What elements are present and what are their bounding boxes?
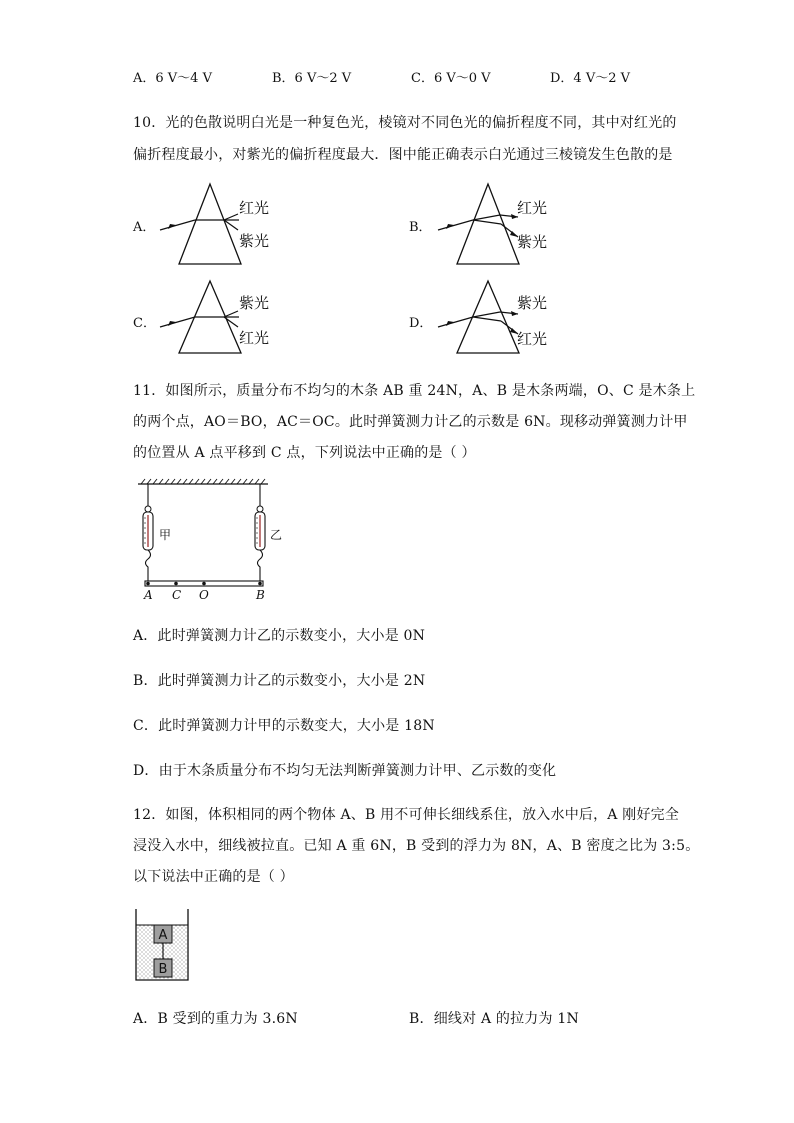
q9-option-d: D．4 V～2 V [550,71,631,86]
q11-jia-label: 甲 [159,528,172,542]
q10-c-bottom-label: 红光 [239,329,270,347]
q11-option-b: B．此时弹簧测力计乙的示数变小，大小是 2N [133,673,426,689]
q11-stem-line1: 11．如图所示，质量分布不均匀的木条 AB 重 24N，A、B 是木条两端，O、C 是木条上 [133,383,696,399]
q12-option-a: A．B 受到的重力为 3.6N [133,1011,298,1027]
q10-b-bottom-label: 紫光 [517,233,548,251]
q11-option-c: C．此时弹簧测力计甲的示数变大，大小是 18N [133,718,435,734]
q11-point-c: C [172,588,182,602]
q11-stem-line3: 的位置从 A 点平移到 C 点，下列说法中正确的是（ ） [133,445,476,461]
q10-prism-diagram-b [428,180,568,270]
q11-option-a: A．此时弹簧测力计乙的示数变小，大小是 0N [133,628,426,644]
q12-option-b: B．细线对 A 的拉力为 1N [409,1011,579,1027]
q12-block-b-label: B [158,962,168,977]
q10-option-d-label: D． [409,316,433,331]
q10-c-top-label: 紫光 [239,294,270,312]
q9-option-b: B．6 V～2 V [272,71,352,86]
q10-b-top-label: 红光 [517,199,548,217]
q12-stem-line3: 以下说法中正确的是（ ） [133,869,294,885]
q11-point-a: A [144,588,153,602]
q11-option-d: D．由于木条质量分布不均匀无法判断弹簧测力计甲、乙示数的变化 [133,763,557,779]
q12-stem-line2: 浸没入水中，细线被拉直。已知 A 重 6N，B 受到的浮力为 8N，A、B 密度之比为 3:5。 [133,838,700,854]
q11-point-b: B [256,588,265,602]
q10-option-c-label: C． [133,316,156,331]
q10-a-top-label: 红光 [239,199,270,217]
q10-stem-line1: 10．光的色散说明白光是一种复色光，棱镜对不同色光的偏折程度不同，其中对红光的 [133,115,677,131]
q11-stem-line2: 的两个点，AO＝BO，AC＝OC。此时弹簧测力计乙的示数是 6N。现移动弹簧测力计甲 [133,414,688,430]
q11-point-o: O [199,588,209,602]
q9-option-a: A．6 V～4 V [133,71,212,86]
q10-prism-diagram-a [150,180,290,270]
q11-lever-diagram [135,478,283,603]
q11-yi-label: 乙 [270,528,283,542]
q10-d-bottom-label: 红光 [517,330,548,348]
q12-block-a-label: A [158,928,168,943]
q12-stem-line1: 12．如图，体积相同的两个物体 A、B 用不可伸长细线系住，放入水中后，A 刚好完全 [133,807,680,823]
q10-prism-diagram-d [428,277,568,367]
q10-option-a-label: A． [133,220,156,235]
q9-option-c: C．6 V～0 V [411,71,491,86]
q10-option-b-label: B． [409,220,432,235]
q10-d-top-label: 紫光 [517,294,548,312]
q10-stem-line2: 偏折程度最小，对紫光的偏折程度最大．图中能正确表示白光通过三棱镜发生色散的是 [133,147,673,163]
q10-a-bottom-label: 紫光 [239,232,270,250]
q10-prism-diagram-c [150,277,290,367]
q12-container-diagram [133,907,193,985]
